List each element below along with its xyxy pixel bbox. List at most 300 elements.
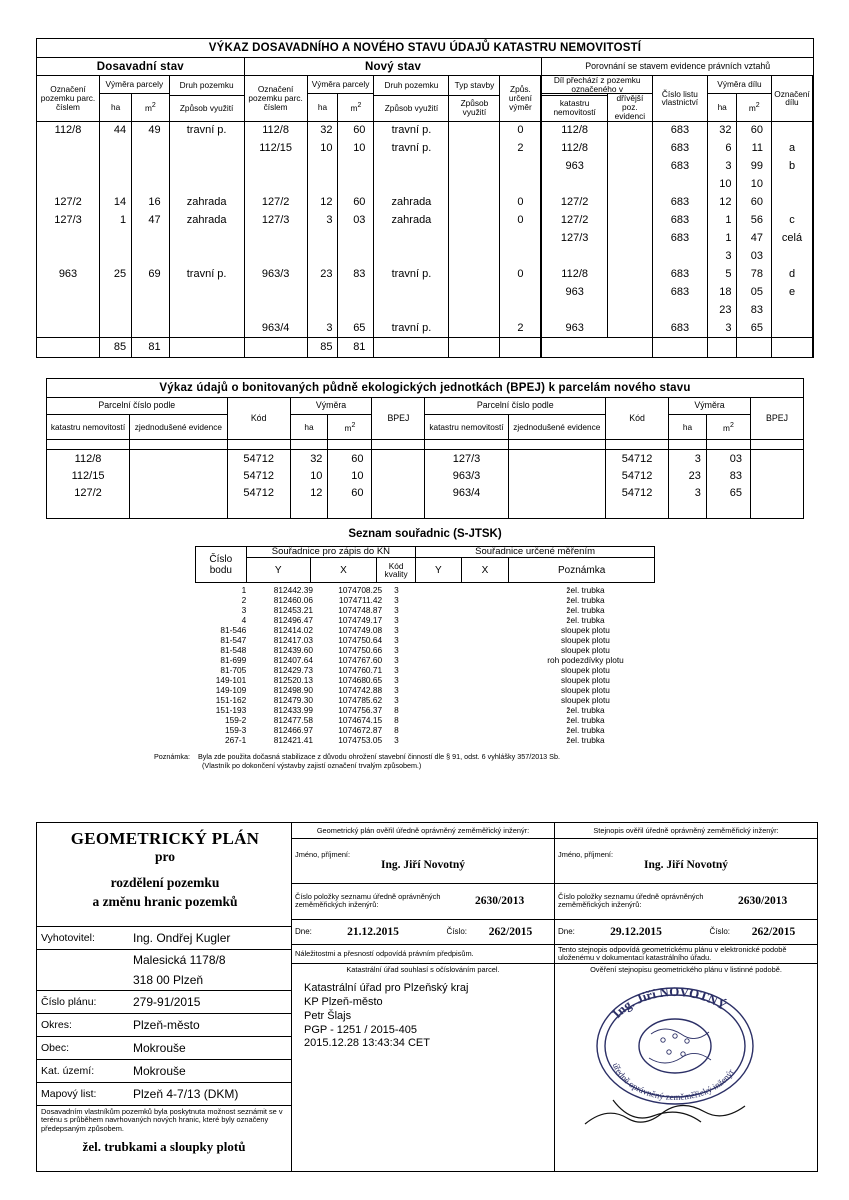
cell-old-kind: zahrada (169, 211, 244, 229)
cell-old-ha (100, 319, 132, 337)
coords-x-measured (472, 605, 516, 615)
cell-new-parcel: 127/3 (244, 211, 307, 229)
table1-group-new: Nový stav (244, 58, 542, 76)
coords-quality: 3 (394, 605, 399, 616)
coords-x-measured (472, 705, 516, 715)
cell-zjedn-right (508, 450, 606, 468)
ku-line5: 2015.12.28 13:43:34 CET (304, 1037, 430, 1050)
cell-old-parcel: 963 (37, 265, 100, 283)
th-kod-kvality: Kód kvality (377, 558, 416, 583)
cell-kat-right: 963/4 (425, 484, 508, 501)
coords-row (195, 625, 655, 635)
coords-x: 1074760.71 (338, 665, 383, 676)
coords-row (195, 675, 655, 685)
coords-point-id: 81-546 (220, 625, 247, 636)
cell-zpus: 0 (500, 211, 541, 229)
cell-kod-left: 54712 (227, 467, 290, 484)
th-area-old: Výměra parcely (100, 76, 170, 94)
th-y-kn: Y (246, 558, 310, 583)
cell-new-parcel (244, 229, 307, 247)
cell-m2-right (706, 501, 750, 519)
cell-old-ha: 44 (100, 121, 132, 139)
cell-dil: celá (772, 229, 813, 247)
table-row (37, 229, 814, 247)
table2-title: Výkaz údajů o bonitovaných půdně ekologických jednotkách (BPEJ) k parcelám nového stavu (47, 379, 804, 398)
th-kat-nem: katastru nemovitostí (542, 95, 607, 121)
name-value-right: Ing. Jiří Novotný (643, 859, 729, 872)
th-kind-new: Druh pozemku (374, 76, 449, 96)
cell-kod-right: 54712 (606, 450, 669, 468)
th-bpej-left: BPEJ (372, 398, 425, 440)
cell-new-kind (374, 301, 449, 319)
table-row (47, 501, 804, 519)
svg-text:Ing. Jiří NOVOTNÝ: Ing. Jiří NOVOTNÝ (609, 984, 730, 1022)
coords-row (195, 725, 655, 735)
cell-zpus: 2 (500, 319, 541, 337)
cell-new-m2 (338, 247, 374, 265)
cell-kod-right: 54712 (606, 467, 669, 484)
table-row (47, 484, 804, 501)
kat-label: Kat. území: (37, 1060, 127, 1083)
coords-y-measured (430, 645, 472, 655)
cell-old-parcel (37, 175, 100, 193)
cell-old-m2 (132, 319, 169, 337)
cell-zpus (500, 175, 541, 193)
cell-nadilu-right (751, 501, 804, 519)
th-desig-new: Označení pozemku parc. číslem (244, 76, 307, 122)
cell-old-parcel (37, 301, 100, 319)
coords-quality: 3 (394, 645, 399, 656)
cell-new-kind (374, 175, 449, 193)
cell-part-ha: 18 (707, 283, 737, 301)
coords-x: 1074680.65 (338, 675, 383, 686)
coords-y: 812433.99 (273, 705, 313, 716)
gp-purpose-2: a změnu hranic pozemků (92, 894, 238, 909)
cell-kat-left (47, 501, 130, 519)
table-row (37, 247, 814, 265)
name-label-right: Jméno, příjmení: (558, 849, 614, 859)
cell-dpe (607, 121, 652, 139)
cell-build-type (449, 175, 500, 193)
cell-new-m2: 03 (338, 211, 374, 229)
cell-old-kind (169, 175, 244, 193)
cell-part-m2: 03 (737, 247, 772, 265)
coords-point-id: 1 (241, 585, 247, 596)
th-build-type: Typ stavby (449, 76, 500, 96)
cell-build-type (449, 193, 500, 211)
cell-new-m2 (338, 229, 374, 247)
cell-new-m2 (338, 301, 374, 319)
cell-dil (772, 193, 813, 211)
th-poznamka: Poznámka (509, 558, 655, 583)
coords-x-measured (472, 635, 516, 645)
table-row (47, 467, 804, 484)
coords-note-line2: (Vlastník po dokončení výstavby zajistí označení trvalým způsobem.) (202, 761, 422, 771)
vyhotovitel-label: Vyhotovitel: (37, 927, 127, 950)
table1-title: VÝKAZ DOSAVADNÍHO A NOVÉHO STAVU ÚDAJŮ KATASTRU NEMOVITOSTÍ (37, 39, 814, 58)
cell-new-ha: 23 (307, 265, 338, 283)
cell-new-ha: 32 (307, 121, 338, 139)
cell-kat-left: 112/15 (47, 467, 130, 484)
cell-new-m2: 65 (338, 319, 374, 337)
cell-new-parcel (244, 157, 307, 175)
th-parcel-right: Parcelní číslo podle (425, 398, 606, 415)
cell-dil: c (772, 211, 813, 229)
cell-build-type (449, 247, 500, 265)
cell-kat-left: 127/2 (47, 484, 130, 501)
cell-kn: 112/8 (542, 265, 607, 283)
coords-y: 812460.06 (273, 595, 313, 606)
cell-kn: 963 (542, 157, 607, 175)
coords-quality: 3 (394, 635, 399, 646)
cell-old-ha (100, 283, 132, 301)
cell-zjedn-right (508, 484, 606, 501)
coords-x: 1074767.60 (338, 655, 383, 666)
cell-zpus (500, 283, 541, 301)
cell-old-parcel: 127/2 (37, 193, 100, 211)
coords-x-measured (472, 695, 516, 705)
table-row (37, 283, 814, 301)
coords-point-id: 81-548 (220, 645, 247, 656)
th-part-from: Díl přechází z pozemku označeného v (542, 76, 652, 94)
cell-old-m2: 69 (132, 265, 169, 283)
th-zpus: Způs. určení výměr (500, 76, 541, 122)
cell-build-type (449, 301, 500, 319)
coords-y-measured (430, 595, 472, 605)
coords-y: 812498.90 (273, 685, 313, 696)
cell-old-m2 (132, 229, 169, 247)
coords-y: 812414.02 (273, 625, 313, 636)
cell-new-ha: 3 (307, 211, 338, 229)
cell-old-ha (100, 229, 132, 247)
cell-new-kind: travní p. (374, 139, 449, 157)
coords-quality: 3 (394, 675, 399, 686)
name-value-left: Ing. Jiří Novotný (380, 859, 466, 872)
coords-note-text: sloupek plotu (561, 665, 610, 676)
cell-dpe (607, 301, 652, 319)
cell-part-m2: 65 (737, 319, 772, 337)
coords-quality: 3 (394, 615, 399, 626)
round-stamp-icon (555, 974, 817, 1144)
disclaimer: Dosavadním vlastníkům pozemků byla poskytnuta možnost seznámit se v terénu s průběhem navrhovaných nových hranic, které byly označeny předepsaným způsobem. (37, 1106, 291, 1135)
cell-ha-left: 32 (290, 450, 328, 468)
coords-row (195, 645, 655, 655)
th-vymera-right: Výměra (669, 398, 751, 415)
cell-kn: 112/8 (542, 121, 607, 139)
cell-zjedn-right (508, 467, 606, 484)
table-vykaz-stavu (36, 38, 814, 358)
date-right: 29.12.2015 (610, 925, 662, 938)
bottom-block (36, 822, 814, 1172)
coords-y-measured (430, 615, 472, 625)
th-kind-old: Druh pozemku (169, 76, 244, 96)
cell-kat-left: 112/8 (47, 450, 130, 468)
coords-note-text: žel. trubka (566, 705, 605, 716)
coords-note-text: žel. trubka (566, 615, 605, 626)
obec-value: Mokrouše (127, 1037, 291, 1060)
cell-new-parcel: 127/2 (244, 193, 307, 211)
th-x-kn: X (310, 558, 376, 583)
coords-row (195, 735, 655, 745)
table-row (37, 157, 814, 175)
coords-y: 812429.73 (273, 665, 313, 676)
cell-list: 683 (652, 211, 707, 229)
cell-m2-right: 03 (706, 450, 750, 468)
coords-point-id: 81-705 (220, 665, 247, 676)
cell-dpe (607, 175, 652, 193)
coords-x-measured (472, 715, 516, 725)
coords-y: 812520.13 (273, 675, 313, 686)
cell-zpus (500, 247, 541, 265)
th-area-part: Výměra dílu (707, 76, 771, 94)
coords-y-measured (430, 685, 472, 695)
cell-old-m2 (132, 157, 169, 175)
cell-old-parcel: 112/8 (37, 121, 100, 139)
cell-kn: 963 (542, 319, 607, 337)
cell-new-ha (307, 301, 338, 319)
coords-note (46, 753, 804, 770)
cell-old-kind (169, 319, 244, 337)
coords-row (195, 655, 655, 665)
th-use-new: Způsob využití (374, 95, 449, 121)
cell-old-ha (100, 301, 132, 319)
cell-old-m2 (132, 247, 169, 265)
cell-new-kind (374, 283, 449, 301)
cell-part-ha: 3 (707, 319, 737, 337)
sum-old-ha: 85 (100, 337, 132, 357)
coords-row (195, 705, 655, 715)
coords-note-text: sloupek plotu (561, 625, 610, 636)
cell-list: 683 (652, 157, 707, 175)
cell-part-m2: 47 (737, 229, 772, 247)
th-m2-part: $m^2$ (737, 94, 772, 121)
th-desig-old: Označení pozemku parc. číslem (37, 76, 100, 122)
cell-zpus: 0 (500, 265, 541, 283)
cell-part-m2: 78 (737, 265, 772, 283)
coords-y-measured (430, 695, 472, 705)
cell-new-m2 (338, 157, 374, 175)
cell-kn: 127/2 (542, 211, 607, 229)
th-mereni: Souřadnice určené měřením (416, 547, 655, 558)
cell-dil: e (772, 283, 813, 301)
coords-x: 1074672.87 (338, 725, 383, 736)
cell-new-parcel: 963/3 (244, 265, 307, 283)
cell-build-type (449, 121, 500, 139)
coords-x: 1074753.05 (338, 735, 383, 746)
table-row (37, 121, 814, 139)
cell-new-parcel: 963/4 (244, 319, 307, 337)
cell-ha-right: 3 (669, 484, 707, 501)
coords-note-text: žel. trubka (566, 585, 605, 596)
cell-kn (542, 301, 607, 319)
th-bpej-right: BPEJ (751, 398, 804, 440)
coords-row (195, 665, 655, 675)
cell-new-m2 (338, 175, 374, 193)
coords-note-text: žel. trubka (566, 725, 605, 736)
okres-value: Plzeň-město (127, 1014, 291, 1037)
th-cislo-bodu: Číslo bodu (196, 547, 247, 583)
obec-label: Obec: (37, 1037, 127, 1060)
map-label: Mapový list: (37, 1083, 127, 1106)
dne-label-left: Dne: (295, 927, 312, 937)
cell-zjedn-left (130, 450, 228, 468)
cell-old-m2: 47 (132, 211, 169, 229)
ku-line1: Katastrální úřad pro Plzeňský kraj (304, 982, 469, 995)
ku-line4: PGP - 1251 / 2015-405 (304, 1023, 417, 1036)
cell-part-ha: 1 (707, 229, 737, 247)
cell-dil: b (772, 157, 813, 175)
th-parcel-left: Parcelní číslo podle (47, 398, 228, 415)
ku-line2: KP Plzeň-město (304, 996, 383, 1009)
coords-rows (195, 585, 655, 745)
th-kod-left: Kód (227, 398, 290, 440)
cell-old-m2 (132, 175, 169, 193)
cell-list (652, 247, 707, 265)
item-value-left: 2630/2013 (475, 895, 525, 908)
cell-list: 683 (652, 283, 707, 301)
coords-y-measured (430, 635, 472, 645)
coords-x-measured (472, 685, 516, 695)
sum-new-m2: 81 (338, 337, 374, 357)
coords-point-id: 149-101 (215, 675, 247, 686)
th-m2-new: $m^2$ (338, 94, 374, 121)
cell-part-ha: 32 (707, 121, 737, 139)
coords-y: 812496.47 (273, 615, 313, 626)
cell-part-m2: 60 (737, 193, 772, 211)
cell-new-kind (374, 247, 449, 265)
coords-point-id: 3 (241, 605, 247, 616)
cell-new-ha (307, 283, 338, 301)
cell-new-ha: 3 (307, 319, 338, 337)
coords-quality: 3 (394, 595, 399, 606)
th-kod-right: Kód (606, 398, 669, 440)
coords-y: 812439.60 (273, 645, 313, 656)
cell-nadilu-left (372, 501, 425, 519)
coords-x-measured (472, 725, 516, 735)
coords-y: 812407.64 (273, 655, 313, 666)
coords-row (195, 715, 655, 725)
coords-x: 1074742.88 (338, 685, 383, 696)
cell-build-type (449, 265, 500, 283)
coords-quality: 3 (394, 695, 399, 706)
cell-old-ha: 14 (100, 193, 132, 211)
th-drive: dřívější poz. evidenci (607, 94, 652, 121)
cell-old-ha (100, 139, 132, 157)
ku-head: Katastrální úřad souhlasí s očíslováním parcel. (346, 964, 500, 974)
cell-build-type (449, 157, 500, 175)
cell-kod-right (606, 501, 669, 519)
th-ha-part: ha (707, 94, 737, 121)
coords-x: 1074711.42 (338, 595, 383, 606)
cell-build-type (449, 211, 500, 229)
cell-list: 683 (652, 229, 707, 247)
vyhotovitel-street: Malesická 1178/8 (133, 953, 226, 967)
cell-kat-right (425, 501, 508, 519)
cell-old-m2: 49 (132, 121, 169, 139)
cell-new-parcel: 112/15 (244, 139, 307, 157)
coords-row (195, 615, 655, 625)
cell-old-ha (100, 157, 132, 175)
cell-build-type (449, 283, 500, 301)
cell-old-ha (100, 175, 132, 193)
cell-dil (772, 319, 813, 337)
coords-x: 1074749.08 (338, 625, 383, 636)
cell-list: 683 (652, 121, 707, 139)
cell-old-m2 (132, 283, 169, 301)
th-ha-old: ha (100, 94, 132, 121)
th-ha-right: ha (669, 415, 707, 440)
cell-old-m2 (132, 139, 169, 157)
cell-zpus (500, 157, 541, 175)
cell-new-kind (374, 157, 449, 175)
coords-quality: 3 (394, 585, 399, 596)
table1-group-compare: Porovnání se stavem evidence právních vztahů (542, 58, 814, 76)
sum-new-ha: 85 (307, 337, 338, 357)
coords-row (195, 695, 655, 705)
coords-x-measured (472, 615, 516, 625)
kat-value: Mokrouše (127, 1060, 291, 1083)
cell-m2-left (328, 501, 372, 519)
coords-row (195, 685, 655, 695)
cell-list: 683 (652, 265, 707, 283)
cell-part-m2: 05 (737, 283, 772, 301)
coords-x: 1074750.64 (338, 635, 383, 646)
cell-old-ha: 1 (100, 211, 132, 229)
coords-x: 1074674.15 (338, 715, 383, 726)
coords-x-measured (472, 735, 516, 745)
ku-line3: Petr Šlajs (304, 1009, 352, 1022)
coords-note-text: sloupek plotu (561, 685, 610, 696)
cell-part-m2: 99 (737, 157, 772, 175)
coords-y-measured (430, 715, 472, 725)
table-row (37, 319, 814, 337)
cell-zjedn-left (130, 484, 228, 501)
coords-note-text: žel. trubka (566, 595, 605, 606)
th-zjedn-left: zjednodušené evidence (130, 415, 228, 440)
coords-y: 812417.03 (273, 635, 313, 646)
verify-left-head: Geometrický plán ověřil úředně oprávněný zeměměřický inženýr: (292, 823, 555, 839)
cell-kod-left: 54712 (227, 450, 290, 468)
cell-dil (772, 301, 813, 319)
cell-dpe (607, 157, 652, 175)
th-ha-left: ha (290, 415, 328, 440)
coords-y: 812453.21 (273, 605, 313, 616)
cell-ha-right (669, 501, 707, 519)
cell-new-m2: 60 (338, 121, 374, 139)
coords-note-text: sloupek plotu (561, 695, 610, 706)
cell-old-kind (169, 247, 244, 265)
item-value-right: 2630/2013 (738, 895, 788, 908)
coords-point-id: 2 (241, 595, 247, 606)
coords-note-text: žel. trubka (566, 715, 605, 726)
vyhotovitel-city: 318 00 Plzeň (133, 973, 204, 987)
coords-quality: 8 (394, 725, 399, 736)
cell-ha-left (290, 501, 328, 519)
cell-dpe (607, 229, 652, 247)
cell-kod-left (227, 501, 290, 519)
coords-point-id: 151-193 (215, 705, 247, 716)
cell-m2-left: 60 (328, 484, 372, 501)
svg-text:úředně oprávněný zeměměřický i: úředně oprávněný zeměměřický inženýr (610, 1061, 736, 1103)
cell-list: 683 (652, 193, 707, 211)
sum-old-m2: 81 (132, 337, 169, 357)
coords-section (46, 528, 804, 771)
coords-note-line1: Byla zde použita dočasná stabilizace z důvodu ohrožení stavební činností dle § 91, odst. 6 vyhlášky 357/2013 Sb. (197, 752, 560, 762)
cell-new-ha (307, 229, 338, 247)
cislo-label-right: Číslo: (709, 927, 730, 937)
coords-note-text: žel. trubka (566, 605, 605, 616)
cell-m2-left: 60 (328, 450, 372, 468)
